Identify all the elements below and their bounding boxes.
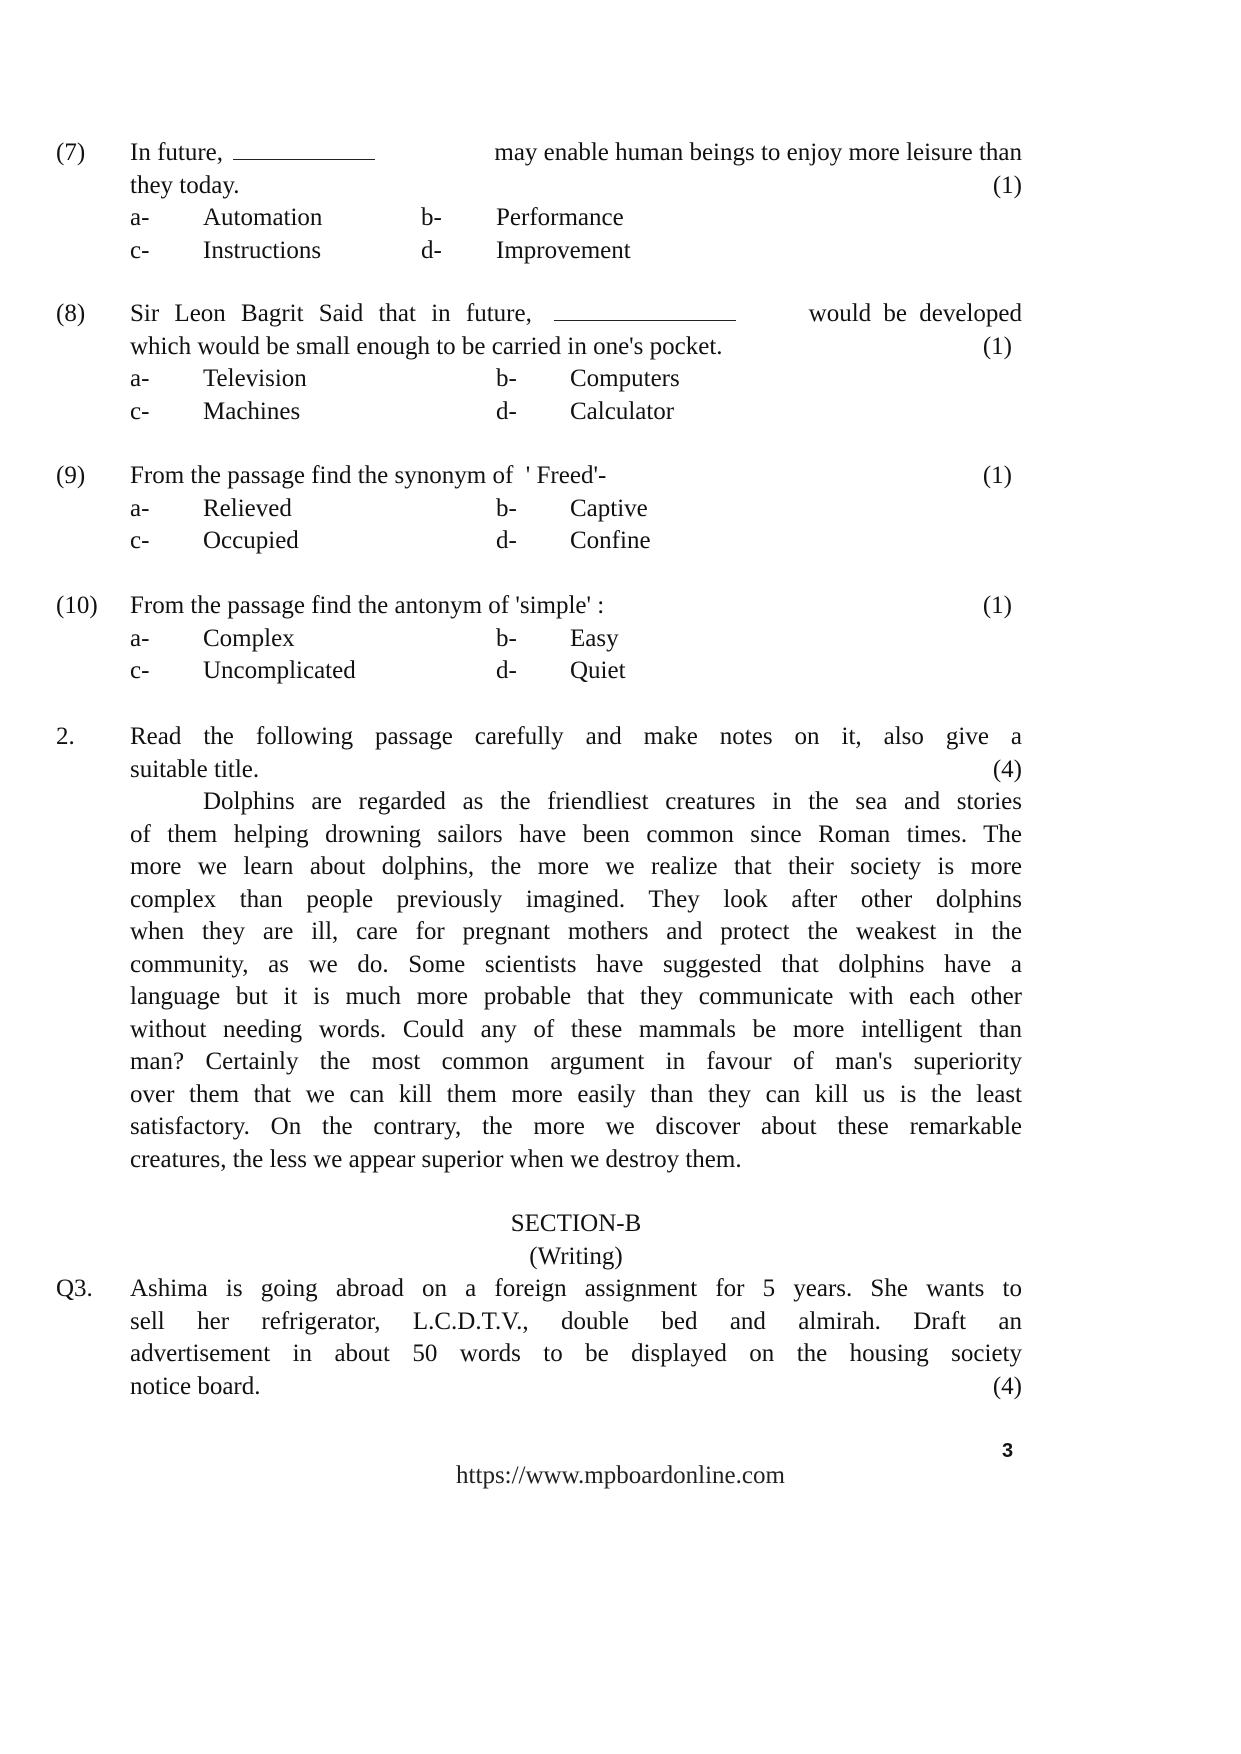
option-row xyxy=(130,493,1022,526)
question-10 xyxy=(56,590,1022,688)
option-row xyxy=(130,363,1022,396)
option-text: Computers xyxy=(570,365,680,392)
option-letter: b- xyxy=(496,365,517,392)
option-letter: c- xyxy=(130,236,150,264)
passage-line: more we learn about dolphins, the more we realize that their society is more xyxy=(130,853,1022,880)
passage-line: man? Certainly the most common argument in favour of man's superiority xyxy=(130,1048,1022,1075)
question-text: would be developed xyxy=(808,300,1022,327)
question-text-line: sell her refrigerator, L.C.D.T.V., double bed and almirah. Draft an xyxy=(130,1307,1022,1335)
option-letter: d- xyxy=(496,397,517,425)
question-number: 2. xyxy=(56,723,75,750)
question-text: they today. xyxy=(130,171,240,199)
option-letter: c- xyxy=(130,527,150,554)
question-text: may enable human beings to enjoy more leisure than xyxy=(494,139,1022,166)
question-7 xyxy=(56,137,1022,267)
option-text: Uncomplicated xyxy=(203,657,356,684)
question-text-line: advertisement in about 50 words to be displayed on the housing society xyxy=(130,1340,1022,1367)
option-letter: c- xyxy=(130,397,150,425)
option-text: Television xyxy=(203,365,307,392)
marks: (1) xyxy=(982,332,1012,360)
question-text-line: Ashima is going abroad on a foreign assignment for 5 years. She wants to xyxy=(130,1275,1022,1302)
option-text: Complex xyxy=(203,624,295,652)
option-row xyxy=(130,396,1022,429)
question-text: In future, xyxy=(130,139,224,166)
option-row xyxy=(130,525,1022,558)
section-b-heading xyxy=(130,1208,1022,1273)
option-letter: d- xyxy=(496,657,517,684)
passage-line: community, as we do. Some scientists have suggested that dolphins have a xyxy=(130,950,1022,978)
option-text: Relieved xyxy=(203,494,292,522)
question-text-line xyxy=(130,331,1022,364)
marks: (4) xyxy=(992,755,1022,783)
passage-line: complex than people previously imagined. They look after other dolphins xyxy=(130,885,1022,913)
option-text: Calculator xyxy=(570,397,675,425)
marks: (1) xyxy=(992,171,1022,199)
marks: (1) xyxy=(982,592,1012,619)
option-row xyxy=(130,623,1022,656)
passage-line: creatures, the less we appear superior when we destroy them. xyxy=(130,1145,742,1173)
passage-line: when they are ill, care for pregnant mothers and protect the weakest in the xyxy=(130,918,1022,945)
question-text-line xyxy=(130,590,1022,623)
option-letter: d- xyxy=(421,236,442,264)
option-text: Machines xyxy=(203,397,301,425)
fill-blank xyxy=(233,139,375,160)
option-row xyxy=(130,235,1022,268)
question-8 xyxy=(56,298,1022,428)
question-text: notice board. xyxy=(130,1372,261,1400)
option-text: Instructions xyxy=(203,236,322,264)
passage-line: without needing words. Could any of these mammals be more intelligent than xyxy=(130,1015,1022,1043)
question-text: From the passage find the antonym of 'simple' : xyxy=(130,592,605,619)
option-text: Easy xyxy=(570,624,619,652)
passage-line: over them that we can kill them more easily than they can kill us is the least xyxy=(130,1080,1022,1108)
question-number: (7) xyxy=(56,139,86,166)
option-text: Confine xyxy=(570,527,651,554)
passage xyxy=(130,786,1022,1176)
passage-line: language but it is much more probable that they communicate with each other xyxy=(130,983,1022,1010)
question-text-line xyxy=(130,460,1022,493)
passage-line: of them helping drowning sailors have been common since Roman times. The xyxy=(130,820,1022,848)
fill-blank xyxy=(554,300,736,321)
passage-line: satisfactory. On the contrary, the more we discover about these remarkable xyxy=(130,1113,1022,1140)
passage-line: Dolphins are regarded as the friendliest creatures in the sea and stories xyxy=(203,788,1022,815)
question-text: which would be small enough to be carried in one's pocket. xyxy=(130,332,723,360)
option-text: Captive xyxy=(570,494,648,522)
question-text-line xyxy=(130,137,1022,170)
instruction-line xyxy=(130,754,1022,787)
question-text-line xyxy=(130,298,1022,331)
option-row xyxy=(130,655,1022,688)
question-3-advertisement xyxy=(56,1273,1022,1403)
question-text: From the passage find the synonym of ' Freed'- xyxy=(130,462,607,489)
instruction-text: suitable title. xyxy=(130,755,260,783)
question-text: Sir Leon Bagrit Said that in future, xyxy=(130,300,532,327)
question-9 xyxy=(56,460,1022,558)
option-row xyxy=(130,202,1022,235)
instruction-line: Read the following passage carefully and make notes on it, also give a xyxy=(130,723,1022,750)
question-number: (9) xyxy=(56,462,86,489)
website-url[interactable]: https://www.mpboardonline.com xyxy=(456,1462,785,1489)
option-letter: b- xyxy=(496,624,517,652)
option-text: Quiet xyxy=(570,657,626,684)
option-text: Automation xyxy=(203,204,323,231)
marks: (1) xyxy=(982,462,1012,489)
marks: (4) xyxy=(992,1372,1022,1400)
question-text-line xyxy=(130,1371,1022,1404)
question-number: (8) xyxy=(56,300,86,327)
option-letter: a- xyxy=(130,494,150,522)
question-text-line xyxy=(130,170,1022,203)
option-letter: a- xyxy=(130,204,150,231)
option-letter: b- xyxy=(421,204,442,231)
page-number: 3 xyxy=(1002,1440,1014,1462)
option-letter: d- xyxy=(496,527,517,554)
question-number: (10) xyxy=(56,592,98,619)
question-2-note-making xyxy=(56,721,1022,1176)
option-text: Performance xyxy=(496,204,624,231)
option-text: Occupied xyxy=(203,527,299,554)
section-title: SECTION-B xyxy=(510,1210,642,1237)
question-number: Q3. xyxy=(56,1275,93,1302)
section-subtitle: (Writing) xyxy=(529,1242,623,1270)
option-letter: b- xyxy=(496,494,517,522)
option-letter: a- xyxy=(130,365,150,392)
option-letter: a- xyxy=(130,624,150,652)
option-letter: c- xyxy=(130,657,150,684)
option-text: Improvement xyxy=(496,236,631,264)
